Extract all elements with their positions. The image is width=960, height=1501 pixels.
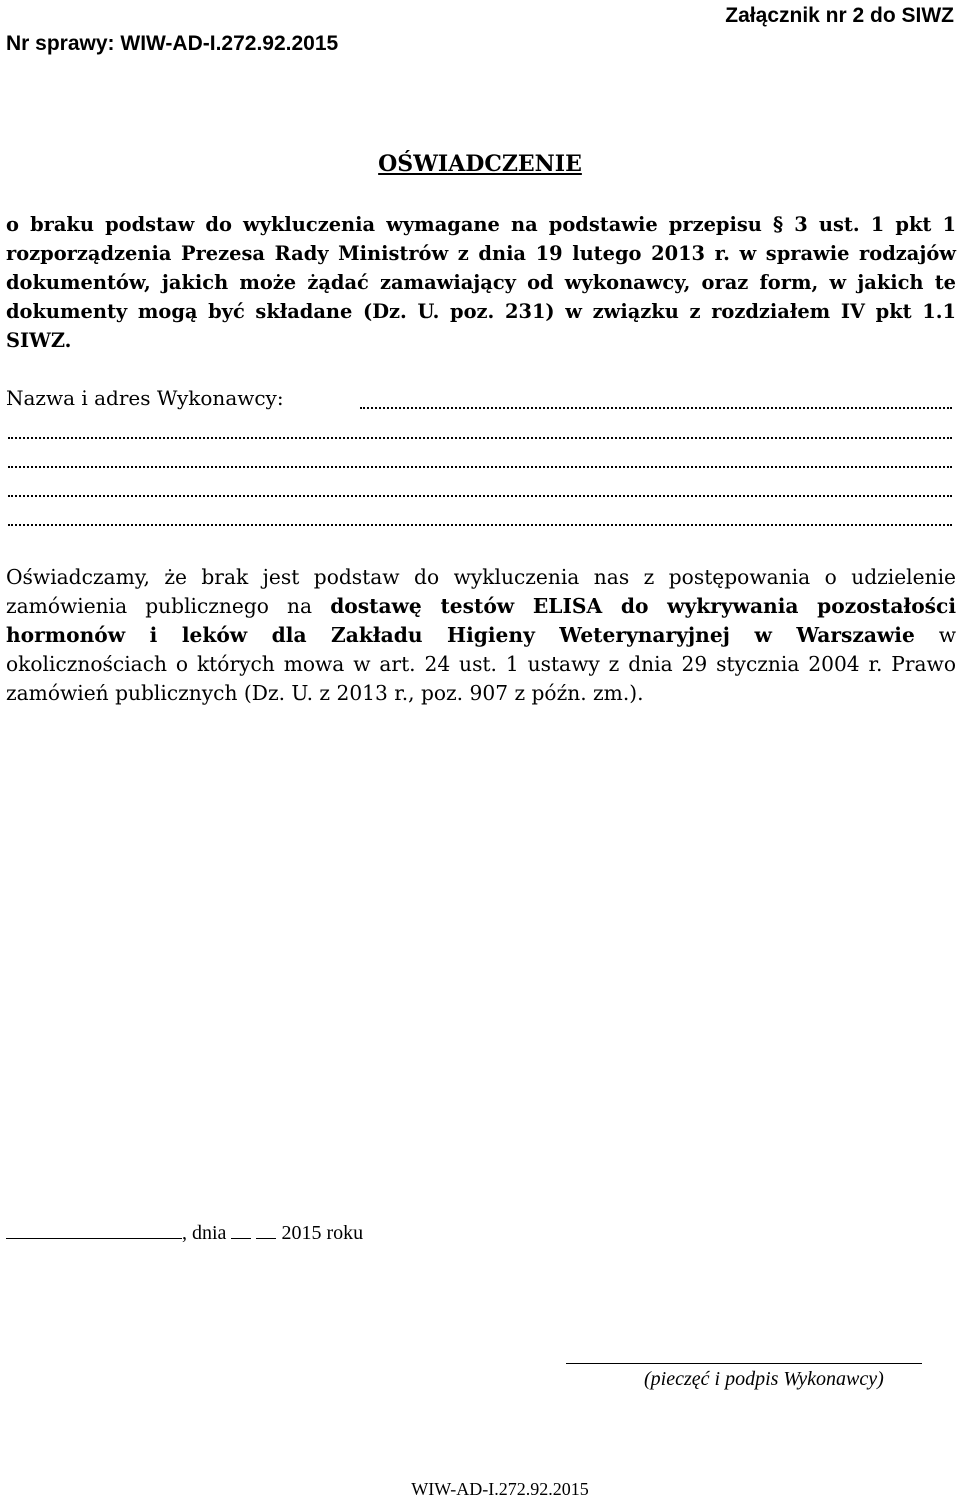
date-day-label: , dnia xyxy=(182,1222,227,1244)
case-number: Nr sprawy: WIW-AD-I.272.92.2015 xyxy=(6,32,339,55)
statement-text-end: w okolicznościach o których mowa w art. 24 ust. 1 ustawy z dnia 29 stycznia 2004 r. Prawo zamówień publicznych (Dz. U. z 2013 r., poz. 907 z późn. zm.). xyxy=(6,623,956,705)
footer-case-number: WIW-AD-I.272.92.2015 xyxy=(411,1479,589,1499)
place-field[interactable] xyxy=(6,1222,182,1239)
attachment-label: Załącznik nr 2 do SIWZ xyxy=(725,4,954,27)
statement-text-start: Oświadczamy, że brak jest podstaw do wykluczenia nas z postępowania o udzielenie zamówienia publicznego na xyxy=(6,565,956,618)
contractor-name-field-line-3[interactable] xyxy=(8,466,952,468)
contractor-name-field-line-2[interactable] xyxy=(8,437,952,439)
signature-line[interactable] xyxy=(566,1363,922,1364)
contractor-name-field-line-1[interactable] xyxy=(360,407,952,409)
date-line xyxy=(6,1220,363,1246)
contractor-name-field-line-5[interactable] xyxy=(8,524,952,526)
day-field[interactable] xyxy=(231,1222,251,1239)
statement-subject: o braku podstaw do wykluczenia wymagane na podstawie przepisu § 3 ust. 1 pkt 1 rozporządzenia Prezesa Rady Ministrów z dnia 19 lutego 2013 r. w sprawie rodzajów dokumentów, jakich może żądać zamawiający od wykonawcy, oraz form, w jakich te dokumenty mogą być składane (Dz. U. poz. 231) w związku z rozdziałem IV pkt 1.1 SIWZ. xyxy=(6,213,956,352)
statement-subject-bold: dostawę testów ELISA do wykrywania pozostałości hormonów i leków dla Zakładu Higieny Weterynaryjnej w Warszawie xyxy=(6,594,956,647)
signature-caption: (pieczęć i podpis Wykonawcy) xyxy=(644,1368,884,1390)
contractor-name-label: Nazwa i adres Wykonawcy: xyxy=(6,386,284,410)
statement-body xyxy=(6,563,956,708)
date-year-label: 2015 roku xyxy=(281,1222,364,1244)
month-field[interactable] xyxy=(256,1222,276,1239)
contractor-name-field-line-4[interactable] xyxy=(8,495,952,497)
document-title: OŚWIADCZENIE xyxy=(378,151,582,177)
